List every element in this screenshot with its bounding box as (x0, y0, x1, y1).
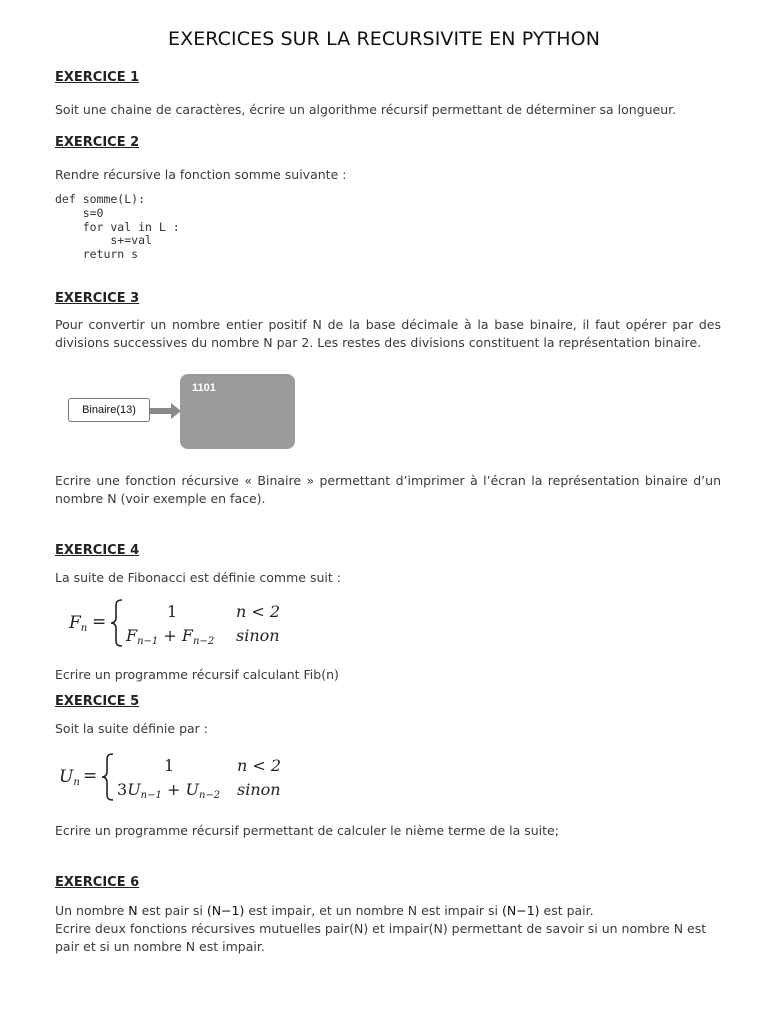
figure-output-box: 1101 (180, 374, 295, 449)
exercise-6-line-1: Un nombre N est pair si (N−1) est impair, et un nombre N est impair si (N−1) est pair. (55, 903, 594, 918)
exercise-3-paragraph-2: Ecrire une fonction récursive « Binaire » permettant d’imprimer à l’écran la représentation binaire d’un nombre N (voir exemple en face). (55, 473, 721, 506)
binary-figure (66, 372, 298, 452)
code-block (55, 193, 180, 262)
document-title: EXERCICES SUR LA RECURSIVITE EN PYTHON (167, 28, 601, 50)
sequence-formula (56, 753, 306, 805)
figure-input-box: Binaire(13) (68, 398, 150, 422)
case-2-condition: sinon (236, 626, 280, 645)
exercise-5-task: Ecrire un programme récursif permettant de calculer le nième terme de la suite; (55, 823, 559, 838)
exercise-6-line-2: Ecrire deux fonctions récursives mutuelles pair(N) et impair(N) permettant de savoir si un nombre N est pair et si un nombre N est impair. (55, 921, 707, 954)
exercise-5-heading: EXERCICE 5 (55, 694, 140, 709)
case-1-value: 1 (167, 602, 178, 621)
case-2-condition: sinon (237, 780, 281, 799)
exercise-2-heading: EXERCICE 2 (55, 135, 140, 150)
left-brace-icon (101, 753, 115, 801)
case-1-condition: n < 2 (236, 602, 281, 621)
exercise-1-text: Soit une chaine de caractères, écrire un algorithme récursif permettant de déterminer sa longueur. (55, 102, 677, 117)
code-line: s+=val (55, 233, 152, 248)
exercise-5-intro: Soit la suite définie par : (55, 721, 208, 736)
equals-sign: = (92, 612, 107, 632)
case-1-value: 1 (164, 756, 175, 775)
case-2-expression: $F_{n-1} + F_{n-2}$ (126, 626, 215, 647)
case-1-condition: n < 2 (237, 756, 282, 775)
code-line: def somme(L): (55, 192, 146, 206)
code-line: s=0 (55, 205, 104, 220)
fibonacci-formula (66, 599, 306, 651)
exercise-3-paragraph-1: Pour convertir un nombre entier positif N de la base décimale à la base binaire, il faut opérer par des divisions successives du nombre N par 2. Les restes des divisions constituent la représentation binaire. (55, 317, 721, 350)
code-line: for val in L : (55, 219, 180, 234)
case-2-expression: $3U_{n-1} + U_{n-2}$ (117, 780, 221, 801)
formula-lhs: $F_n$ (69, 613, 88, 634)
exercise-2-intro: Rendre récursive la fonction somme suivante : (55, 167, 347, 182)
code-line: return s (55, 247, 139, 262)
exercise-1-heading: EXERCICE 1 (55, 70, 140, 85)
exercise-6-heading: EXERCICE 6 (55, 875, 140, 890)
arrow-right-icon (150, 402, 182, 420)
exercise-4-task: Ecrire un programme récursif calculant Fib(n) (55, 667, 339, 682)
exercise-4-heading: EXERCICE 4 (55, 543, 140, 558)
exercise-4-intro: La suite de Fibonacci est définie comme suit : (55, 570, 341, 585)
equals-sign: = (83, 766, 98, 786)
formula-lhs: $U_n$ (59, 767, 80, 788)
left-brace-icon (110, 599, 124, 647)
exercise-3-heading: EXERCICE 3 (55, 291, 140, 306)
